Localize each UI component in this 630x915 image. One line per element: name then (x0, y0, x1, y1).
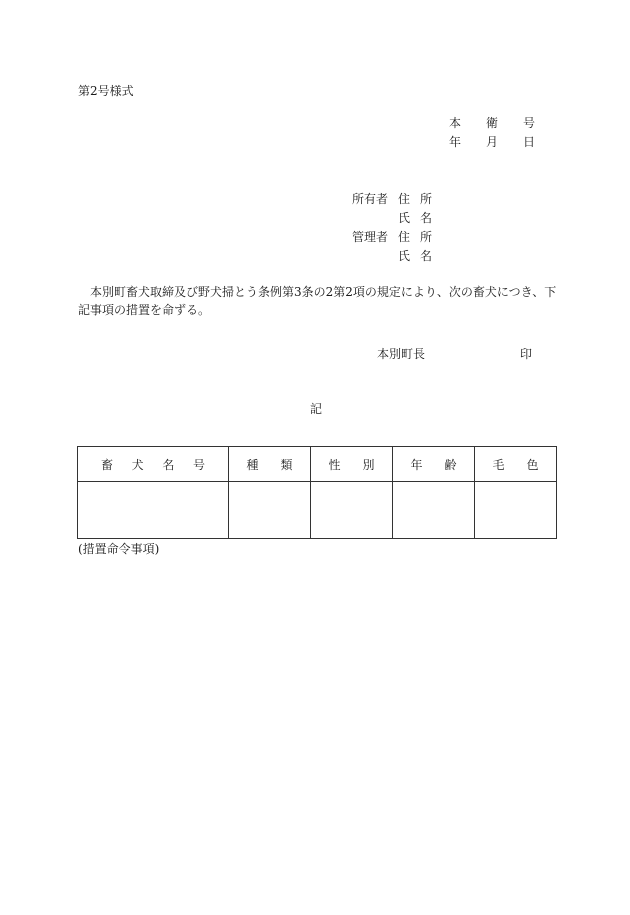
table-header-row (78, 447, 557, 482)
address-label-char: 所 (419, 230, 432, 244)
address-label-char: 住 (397, 192, 410, 206)
header-age: 年 齢 (393, 447, 475, 482)
header-breed: 種 類 (229, 447, 311, 482)
sex-cell[interactable] (311, 482, 393, 539)
dog-name-cell[interactable] (78, 482, 229, 539)
owner-name-row (340, 211, 432, 225)
owner-role-label: 所有者 (351, 192, 388, 206)
form-number: 第2号様式 (78, 84, 134, 98)
owner-address-row (340, 192, 432, 206)
coat-color-cell[interactable] (475, 482, 557, 539)
dog-info-table (77, 446, 557, 539)
header-sex: 性 別 (311, 447, 393, 482)
reference-char: 本 (449, 116, 462, 130)
address-label-char: 所 (419, 192, 432, 206)
name-label-char: 名 (419, 249, 432, 263)
reference-number-line (449, 116, 560, 130)
manager-address-row (340, 230, 432, 244)
table-row (78, 482, 557, 539)
reference-char: 号 (523, 116, 536, 130)
order-body-text: 本別町畜犬取締及び野犬掃とう条例第3条の2第2項の規定により、次の畜犬につき、下記事項の措置を命ずる。 (78, 285, 557, 317)
breed-cell[interactable] (229, 482, 311, 539)
name-label-char: 氏 (397, 211, 410, 225)
seal-mark: 印 (520, 347, 533, 361)
date-char: 年 (449, 135, 462, 149)
address-label-char: 住 (397, 230, 410, 244)
manager-name-row (340, 249, 432, 263)
header-coat-color: 毛 色 (475, 447, 557, 482)
order-items-note: (措置命令事項) (78, 542, 160, 556)
issuer-name: 本別町長 (377, 347, 426, 361)
name-label-char: 氏 (397, 249, 410, 263)
date-line (449, 135, 560, 149)
date-char: 月 (486, 135, 499, 149)
age-cell[interactable] (393, 482, 475, 539)
ki-heading: 記 (310, 402, 323, 416)
name-label-char: 名 (419, 211, 432, 225)
reference-char: 衛 (486, 116, 499, 130)
header-dog-name: 畜 犬 名 号 (78, 447, 229, 482)
date-char: 日 (523, 135, 536, 149)
manager-role-label: 管理者 (351, 230, 388, 244)
